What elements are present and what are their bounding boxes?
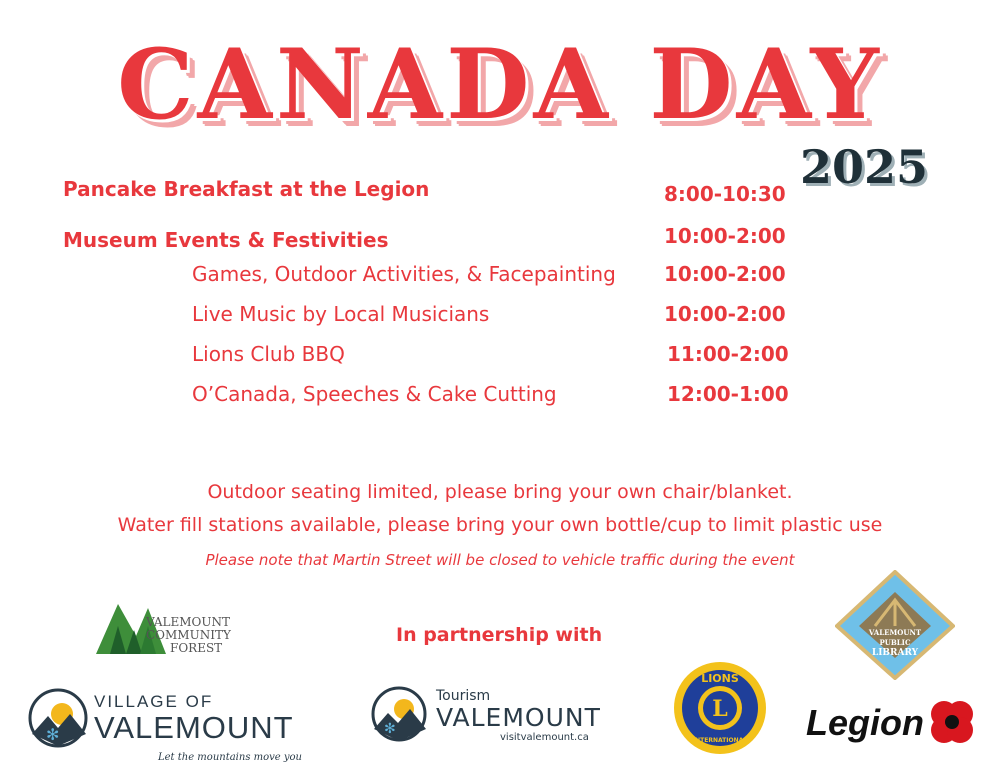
community-forest-line1: VALEMOUNT <box>146 615 230 629</box>
legion-name: Legion <box>806 702 924 743</box>
event-live-music: Live Music by Local Musicians <box>192 302 490 326</box>
event-museum: Museum Events & Festivities <box>63 228 389 252</box>
svg-text:✻: ✻ <box>46 725 60 744</box>
community-forest-logo <box>96 596 256 658</box>
event-pancake-breakfast: Pancake Breakfast at the Legion <box>63 177 430 201</box>
community-forest-line3: FOREST <box>170 641 223 655</box>
library-line2: LIBRARY <box>871 648 919 658</box>
page-title: CANADA DAY <box>117 28 883 141</box>
lions-top-text: LIONS <box>701 672 739 685</box>
note-seating: Outdoor seating limited, please bring your own chair/blanket. <box>207 481 793 503</box>
library-diamond-icon <box>835 570 955 680</box>
village-top-label: VILLAGE OF <box>94 692 214 711</box>
library-line1: VALEMOUNT PUBLIC <box>868 628 922 647</box>
time-pancake-breakfast: 8:00-10:30 <box>664 182 786 206</box>
legion-logo <box>806 696 982 752</box>
note-traffic: Please note that Martin Street will be closed to vehicle traffic during the event <box>205 551 795 569</box>
lions-emblem-icon <box>672 660 768 756</box>
event-ocanada: O’Canada, Speeches & Cake Cutting <box>192 382 557 406</box>
event-games: Games, Outdoor Activities, & Facepainting <box>192 262 616 286</box>
time-ocanada: 12:00-1:00 <box>667 382 789 406</box>
village-logo <box>28 688 308 768</box>
time-live-music: 10:00-2:00 <box>664 302 786 326</box>
tourism-logo <box>370 685 620 745</box>
sun-snowflake-icon <box>28 688 88 750</box>
village-name: VALEMOUNT <box>94 710 294 745</box>
event-lions-bbq: Lions Club BBQ <box>192 342 345 366</box>
library-logo <box>835 570 955 680</box>
sun-mountain-icon <box>370 685 430 743</box>
community-forest-line2: COMMUNITY <box>146 628 231 642</box>
lions-bottom-text: INTERNATIONAL <box>692 737 748 744</box>
svg-text:✻: ✻ <box>384 721 396 737</box>
tourism-name: VALEMOUNT <box>436 703 601 732</box>
poppy-icon <box>926 696 978 748</box>
tourism-url: visitvalemount.ca <box>500 732 589 743</box>
time-games: 10:00-2:00 <box>664 262 786 286</box>
lions-letter: L <box>712 696 728 722</box>
time-museum: 10:00-2:00 <box>664 224 786 248</box>
lions-logo <box>672 660 768 756</box>
year-label: 2025 <box>800 140 929 194</box>
partnership-label: In partnership with <box>396 624 603 646</box>
tourism-top-label: Tourism <box>436 688 491 704</box>
note-water: Water fill stations available, please bring your own bottle/cup to limit plastic use <box>117 514 883 536</box>
village-tagline: Let the mountains move you <box>158 752 302 763</box>
time-lions-bbq: 11:00-2:00 <box>667 342 789 366</box>
